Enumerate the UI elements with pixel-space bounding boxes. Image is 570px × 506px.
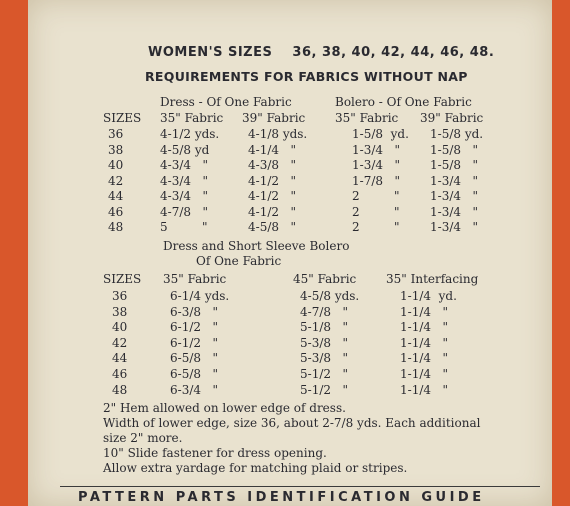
table1-group-dress: Dress - Of One Fabric — [160, 95, 292, 109]
table1-cell-r0-c3: 1-5/8 yd. — [352, 127, 409, 141]
table2-cell-r1-c1: 6-3/8 " — [170, 304, 218, 319]
table1-cell-r1-c2: 4-1/4 " — [248, 142, 296, 157]
table2-cell-r6-c0: 48 — [112, 382, 128, 397]
table2-cell-r3-c3: 1-1/4 " — [400, 335, 448, 350]
table1-cell-r0-c4: 1-5/8 yd. — [430, 127, 484, 141]
table2-cell-r1-c3: 1-1/4 " — [400, 304, 448, 319]
note-hem: 2" Hem allowed on lower edge of dress. — [103, 401, 346, 415]
table2-cell-r5-c2: 5-1/2 " — [300, 367, 348, 381]
table1-cell-r3-c0: 42 — [108, 173, 124, 188]
table1-cell-r3-c3: 1-7/8 " — [352, 173, 400, 188]
table2-col-1: 35" Fabric — [163, 272, 227, 286]
table1-cell-r1-c4: 1-5/8 " — [430, 142, 478, 157]
table1-col-sizes: SIZES — [103, 111, 142, 125]
table1-cell-r3-c4: 1-3/4 " — [430, 173, 478, 188]
note-width-cont: size 2" more. — [103, 431, 183, 445]
table2-cell-r3-c1: 6-1/2 " — [170, 335, 218, 350]
table2-title-line1: Dress and Short Sleeve Bolero — [163, 239, 350, 253]
table2-cell-r0-c1: 6-1/4 yds. — [170, 289, 230, 303]
table1-cell-r0-c2: 4-1/8 yds. — [248, 127, 308, 141]
table1-cell-r5-c2: 4-1/2 " — [248, 204, 296, 219]
table1-cell-r0-c1: 4-1/2 yds. — [160, 127, 220, 141]
table1-col-2: 39" Fabric — [242, 111, 306, 125]
table2-cell-r2-c1: 6-1/2 " — [170, 320, 218, 335]
footer-rule — [60, 486, 540, 487]
table2-cell-r5-c0: 46 — [112, 367, 128, 381]
table2-cell-r6-c1: 6-3/4 " — [170, 382, 218, 397]
table1-cell-r5-c4: 1-3/4 " — [430, 204, 478, 219]
table1-cell-r5-c0: 46 — [108, 204, 124, 219]
footer-title: PATTERN PARTS IDENTIFICATION GUIDE — [78, 490, 485, 505]
table1-cell-r4-c2: 4-1/2 " — [248, 189, 296, 203]
note-width: Width of lower edge, size 36, about 2-7/8 yds. Each additional — [103, 416, 481, 430]
table2-cell-r6-c3: 1-1/4 " — [400, 382, 448, 397]
table2-cell-r2-c3: 1-1/4 " — [400, 320, 448, 335]
table1-group-bolero: Bolero - Of One Fabric — [335, 95, 472, 109]
table1-cell-r0-c0: 36 — [108, 127, 124, 141]
table2-cell-r6-c2: 5-1/2 " — [300, 382, 348, 397]
table1-cell-r2-c4: 1-5/8 " — [430, 158, 478, 172]
table2-col-3: 35" Interfacing — [386, 272, 479, 286]
table2-title-line2: Of One Fabric — [196, 254, 282, 268]
table1-cell-r5-c3: 2 " — [352, 204, 400, 219]
table2-cell-r0-c0: 36 — [112, 289, 128, 303]
womens-sizes-heading: WOMEN'S SIZES 36, 38, 40, 42, 44, 46, 48. — [148, 45, 495, 60]
table2-cell-r4-c2: 5-3/8 " — [300, 351, 348, 366]
table1-cell-r4-c3: 2 " — [352, 189, 400, 203]
table2-col-sizes: SIZES — [103, 272, 142, 286]
table2-cell-r2-c0: 40 — [112, 320, 128, 335]
table2-cell-r5-c1: 6-5/8 " — [170, 367, 218, 381]
table1-cell-r4-c4: 1-3/4 " — [430, 189, 478, 203]
table1-cell-r1-c0: 38 — [108, 142, 124, 157]
table1-cell-r6-c1: 5 " — [160, 220, 208, 234]
table1-cell-r1-c1: 4-5/8 yd — [160, 142, 210, 157]
table1-cell-r2-c3: 1-3/4 " — [352, 158, 400, 172]
requirements-heading: REQUIREMENTS FOR FABRICS WITHOUT NAP — [145, 69, 468, 84]
table2-cell-r5-c3: 1-1/4 " — [400, 367, 448, 381]
table2-cell-r2-c2: 5-1/8 " — [300, 320, 348, 335]
table1-cell-r3-c1: 4-3/4 " — [160, 173, 208, 188]
table1-cell-r6-c4: 1-3/4 " — [430, 220, 478, 234]
table2-cell-r1-c2: 4-7/8 " — [300, 304, 348, 319]
table1-cell-r4-c0: 44 — [108, 189, 124, 203]
table1-cell-r5-c1: 4-7/8 " — [160, 204, 208, 219]
table2-cell-r3-c0: 42 — [112, 335, 128, 350]
table1-cell-r6-c0: 48 — [108, 220, 124, 234]
table1-cell-r2-c0: 40 — [108, 158, 124, 172]
table1-cell-r3-c2: 4-1/2 " — [248, 173, 296, 188]
table2-cell-r1-c0: 38 — [112, 304, 128, 319]
table2-col-2: 45" Fabric — [293, 272, 357, 286]
table2-cell-r0-c2: 4-5/8 yds. — [300, 289, 360, 303]
table1-cell-r1-c3: 1-3/4 " — [352, 142, 400, 157]
table1-cell-r6-c2: 4-5/8 " — [248, 220, 296, 234]
table1-cell-r6-c3: 2 " — [352, 220, 400, 234]
table1-cell-r4-c1: 4-3/4 " — [160, 189, 208, 203]
note-plaid: Allow extra yardage for matching plaid or stripes. — [103, 461, 408, 475]
table2-cell-r3-c2: 5-3/8 " — [300, 335, 348, 350]
table1-col-3: 35" Fabric — [335, 111, 399, 125]
table1-cell-r2-c1: 4-3/4 " — [160, 158, 208, 172]
table1-col-1: 35" Fabric — [160, 111, 224, 125]
table2-cell-r0-c3: 1-1/4 yd. — [400, 289, 457, 303]
table1-col-4: 39" Fabric — [420, 111, 484, 125]
table2-cell-r4-c1: 6-5/8 " — [170, 351, 218, 366]
table2-cell-r4-c3: 1-1/4 " — [400, 351, 448, 366]
table1-cell-r2-c2: 4-3/8 " — [248, 158, 296, 172]
table2-cell-r4-c0: 44 — [112, 351, 128, 366]
note-fastener: 10" Slide fastener for dress opening. — [103, 446, 327, 460]
